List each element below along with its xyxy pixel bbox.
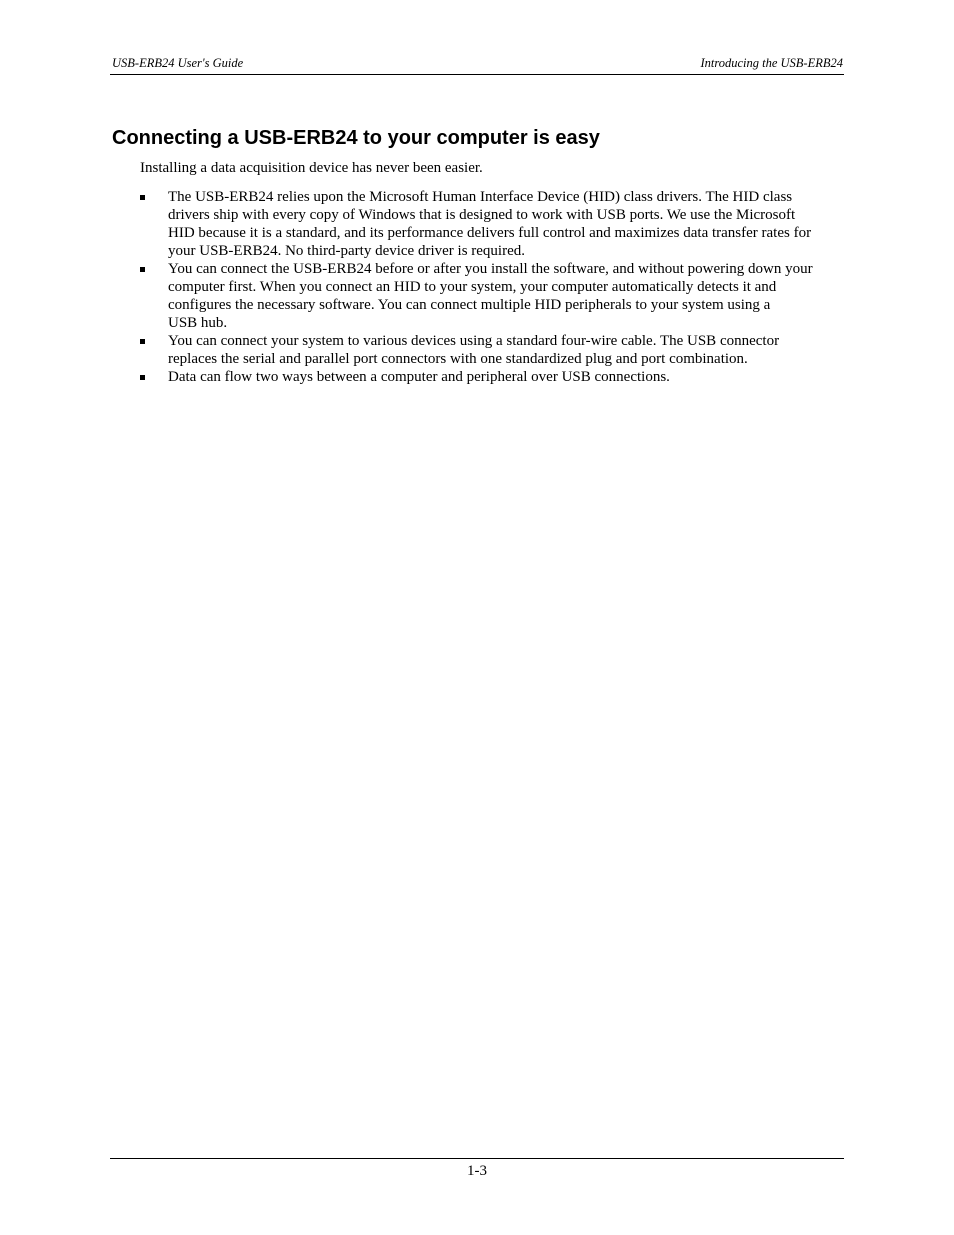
bullet-line: The USB-ERB24 relies upon the Microsoft Human Interface Device (HID) class drivers. The HID class bbox=[168, 189, 793, 205]
square-bullet-icon bbox=[140, 375, 145, 380]
header-chapter-title: Introducing the USB-ERB24 bbox=[700, 56, 843, 70]
bullet-line: computer first. When you connect an HID to your system, your computer automatically detects it and bbox=[168, 279, 777, 295]
bullet-item-hid-drivers bbox=[140, 188, 845, 260]
square-bullet-icon bbox=[140, 339, 145, 344]
header-document-title: USB-ERB24 User's Guide bbox=[112, 56, 244, 70]
bullet-line: replaces the serial and parallel port connectors with one standardized plug and port combination. bbox=[168, 351, 748, 367]
bullet-item-two-way-data bbox=[140, 368, 845, 386]
bullet-line: drivers ship with every copy of Windows that is designed to work with USB ports. We use the Microsoft bbox=[168, 207, 796, 223]
bullet-line: You can connect the USB-ERB24 before or after you install the software, and without powering down your bbox=[168, 261, 813, 277]
running-header bbox=[110, 55, 844, 75]
bullet-line: HID because it is a standard, and its performance delivers full control and maximizes data transfer rates for bbox=[168, 225, 812, 241]
bullet-line: your USB-ERB24. No third-party device driver is required. bbox=[168, 243, 526, 259]
bullet-item-four-wire-cable bbox=[140, 332, 845, 368]
square-bullet-icon bbox=[140, 267, 145, 272]
bullet-item-hot-plug bbox=[140, 260, 845, 332]
bullet-line: You can connect your system to various devices using a standard four-wire cable. The USB connector bbox=[168, 333, 780, 349]
section-heading: Connecting a USB-ERB24 to your computer is easy bbox=[112, 127, 600, 149]
page-number: 1-3 bbox=[467, 1163, 487, 1179]
running-footer bbox=[110, 1158, 844, 1180]
bullet-list bbox=[140, 188, 845, 386]
bullet-line: Data can flow two ways between a computer and peripheral over USB connections. bbox=[168, 369, 670, 385]
bullet-line: USB hub. bbox=[168, 315, 228, 331]
square-bullet-icon bbox=[140, 195, 145, 200]
bullet-line: configures the necessary software. You can connect multiple HID peripherals to your system using a bbox=[168, 297, 771, 313]
intro-paragraph: Installing a data acquisition device has never been easier. bbox=[140, 160, 483, 176]
